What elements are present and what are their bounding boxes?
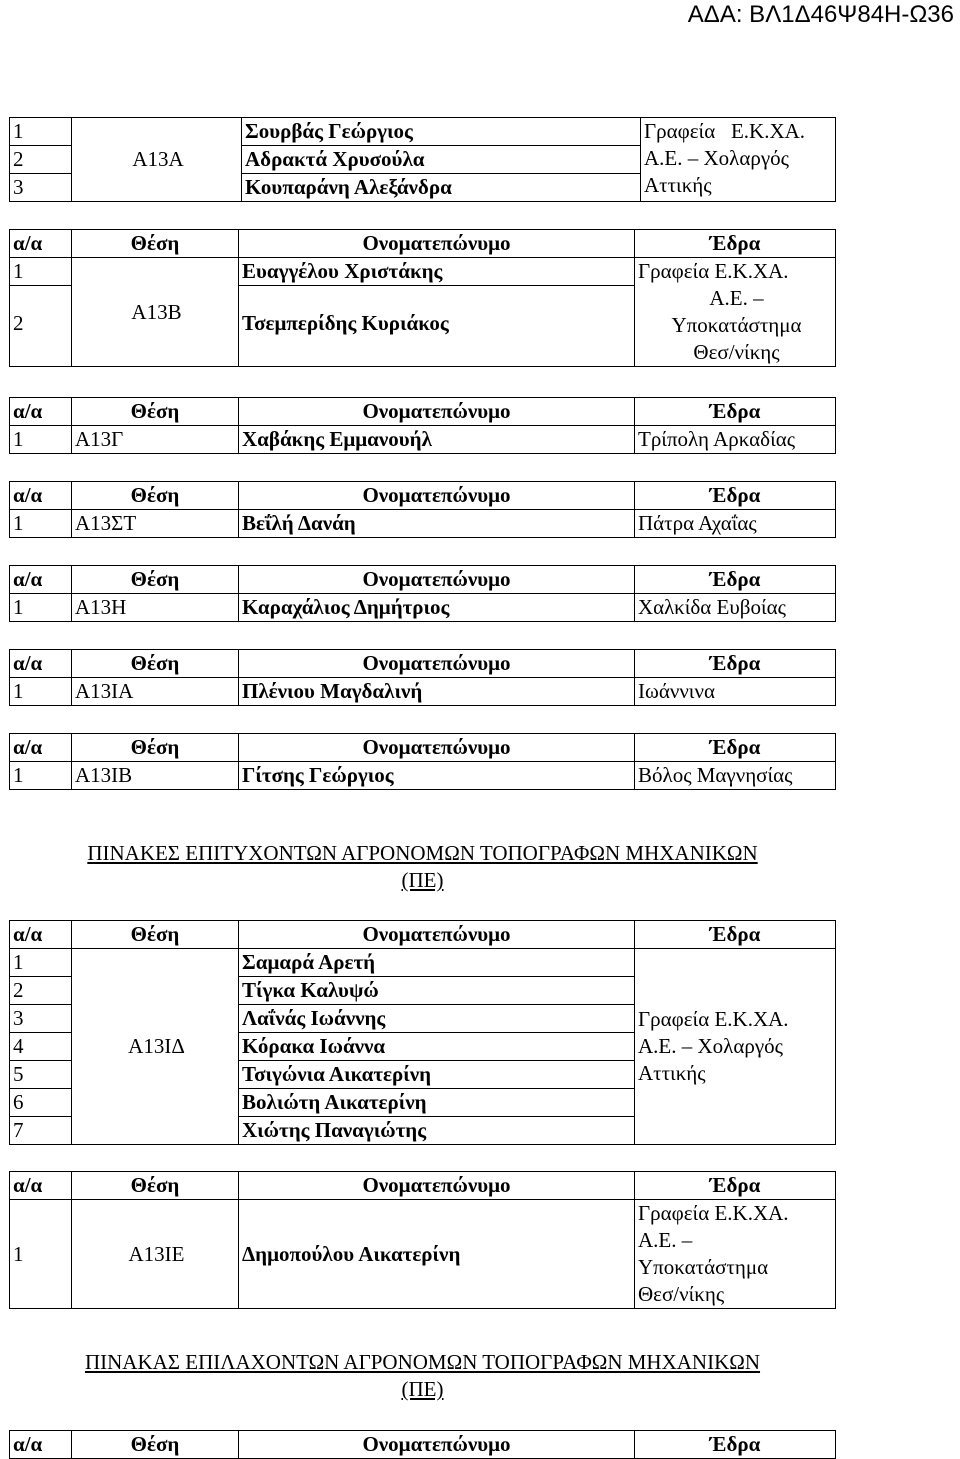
seat-cell — [635, 258, 836, 367]
table-a13h — [9, 565, 836, 622]
header-edra: Έδρα — [635, 1431, 836, 1459]
header-edra: Έδρα — [635, 566, 836, 594]
table-a13b — [9, 229, 836, 367]
position-code: Α13ΙΕ — [72, 1200, 239, 1309]
seat-line: Α.Ε. – Χολαργός — [644, 146, 789, 170]
candidate-name: Βολιώτη Αικατερίνη — [239, 1089, 635, 1117]
row-number: 1 — [10, 258, 72, 286]
candidate-name: Λαΐνάς Ιωάννης — [239, 1005, 635, 1033]
candidate-name: Τσεμπερίδης Κυριάκος — [239, 286, 635, 367]
header-onoma: Ονοματεπώνυμο — [239, 482, 635, 510]
position-code: Α13Β — [72, 258, 239, 367]
row-number: 1 — [10, 594, 72, 622]
candidate-name: Κόρακα Ιωάννα — [239, 1033, 635, 1061]
row-number: 1 — [10, 118, 72, 146]
table-a13g — [9, 397, 836, 454]
position-code: Α13ΙΔ — [72, 949, 239, 1145]
candidate-name: Πλένιου Μαγδαλινή — [239, 678, 635, 706]
candidate-name: Γίτσης Γεώργιος — [239, 762, 635, 790]
header-thesi: Θέση — [72, 1431, 239, 1459]
position-code: Α13Α — [72, 118, 242, 202]
header-thesi: Θέση — [72, 734, 239, 762]
row-number: 5 — [10, 1061, 72, 1089]
seat-cell — [635, 949, 836, 1145]
table-a13a — [9, 117, 836, 202]
row-number: 1 — [10, 949, 72, 977]
seat-line: Θεσ/νίκης — [693, 340, 780, 364]
candidate-name: Χαβάκης Εμμανουήλ — [239, 426, 635, 454]
row-number: 1 — [10, 510, 72, 538]
section-title-runners-up — [9, 1349, 836, 1403]
section-title-line: (ΠΕ) — [401, 1377, 444, 1401]
header-onoma: Ονοματεπώνυμο — [239, 230, 635, 258]
header-thesi: Θέση — [72, 650, 239, 678]
candidate-name: Κουπαράνη Αλεξάνδρα — [242, 174, 641, 202]
table-runners-up — [9, 1430, 836, 1459]
header-onoma: Ονοματεπώνυμο — [239, 1431, 635, 1459]
header-aa: α/α — [10, 734, 72, 762]
header-edra: Έδρα — [635, 230, 836, 258]
position-code: Α13ΣΤ — [72, 510, 239, 538]
header-edra: Έδρα — [635, 482, 836, 510]
seat: Πάτρα Αχαΐας — [635, 510, 836, 538]
row-number: 4 — [10, 1033, 72, 1061]
header-aa: α/α — [10, 1172, 72, 1200]
seat-line: Α.Ε. – — [709, 286, 764, 310]
section-title-successful — [9, 840, 836, 894]
header-aa: α/α — [10, 230, 72, 258]
row-number: 1 — [10, 426, 72, 454]
candidate-name: Σαμαρά Αρετή — [239, 949, 635, 977]
seat-line: Α.Ε. – — [638, 1228, 693, 1252]
table-a13ia — [9, 649, 836, 706]
section-title-line: ΠΙΝΑΚΑΣ ΕΠΙΛΑΧΟΝΤΩΝ ΑΓΡΟΝΟΜΩΝ ΤΟΠΟΓΡΑΦΩΝ ΜΗΧΑΝΙΚΩΝ — [84, 1350, 761, 1374]
table-a13id — [9, 920, 836, 1145]
table-a13ie — [9, 1171, 836, 1309]
row-number: 7 — [10, 1117, 72, 1145]
seat-line: Γραφεία Ε.Κ.ΧΑ. — [638, 259, 789, 283]
candidate-name: Αδρακτά Χρυσούλα — [242, 146, 641, 174]
seat-line: Υποκατάστημα — [638, 1255, 769, 1279]
header-aa: α/α — [10, 482, 72, 510]
header-edra: Έδρα — [635, 734, 836, 762]
section-title-line: (ΠΕ) — [401, 868, 444, 892]
seat-line: Γραφεία Ε.Κ.ΧΑ. — [644, 119, 806, 143]
header-edra: Έδρα — [635, 650, 836, 678]
position-code: Α13ΙΒ — [72, 762, 239, 790]
header-onoma: Ονοματεπώνυμο — [239, 734, 635, 762]
seat-line: Α.Ε. – Χολαργός — [638, 1034, 783, 1058]
candidate-name: Τσιγώνια Αικατερίνη — [239, 1061, 635, 1089]
header-thesi: Θέση — [72, 230, 239, 258]
header-aa: α/α — [10, 1431, 72, 1459]
row-number: 1 — [10, 1200, 72, 1309]
seat: Ιωάννινα — [635, 678, 836, 706]
header-aa: α/α — [10, 566, 72, 594]
candidate-name: Τίγκα Καλυψώ — [239, 977, 635, 1005]
header-thesi: Θέση — [72, 921, 239, 949]
header-edra: Έδρα — [635, 1172, 836, 1200]
header-thesi: Θέση — [72, 1172, 239, 1200]
seat-cell — [641, 118, 836, 202]
header-thesi: Θέση — [72, 398, 239, 426]
seat-line: Αττικής — [644, 173, 712, 197]
header-thesi: Θέση — [72, 566, 239, 594]
position-code: Α13Η — [72, 594, 239, 622]
row-number: 3 — [10, 174, 72, 202]
ada-stamp: ΑΔΑ: ΒΛ1Δ46Ψ84Η-Ω36 — [687, 1, 954, 28]
position-code: Α13ΙΑ — [72, 678, 239, 706]
seat: Βόλος Μαγνησίας — [635, 762, 836, 790]
header-aa: α/α — [10, 921, 72, 949]
candidate-name: Χιώτης Παναγιώτης — [239, 1117, 635, 1145]
header-onoma: Ονοματεπώνυμο — [239, 398, 635, 426]
candidate-name: Σουρβάς Γεώργιος — [242, 118, 641, 146]
row-number: 6 — [10, 1089, 72, 1117]
row-number: 2 — [10, 977, 72, 1005]
row-number: 1 — [10, 762, 72, 790]
table-a13ib — [9, 733, 836, 790]
header-onoma: Ονοματεπώνυμο — [239, 921, 635, 949]
row-number: 2 — [10, 286, 72, 367]
seat-cell — [635, 1200, 836, 1309]
position-code: Α13Γ — [72, 426, 239, 454]
row-number: 2 — [10, 146, 72, 174]
candidate-name: Καραχάλιος Δημήτριος — [239, 594, 635, 622]
seat: Τρίπολη Αρκαδίας — [635, 426, 836, 454]
candidate-name: Ευαγγέλου Χριστάκης — [239, 258, 635, 286]
header-aa: α/α — [10, 650, 72, 678]
candidate-name: Δημοπούλου Αικατερίνη — [239, 1200, 635, 1309]
header-edra: Έδρα — [635, 398, 836, 426]
header-onoma: Ονοματεπώνυμο — [239, 1172, 635, 1200]
header-onoma: Ονοματεπώνυμο — [239, 566, 635, 594]
seat-line: Υποκατάστημα — [671, 313, 802, 337]
header-edra: Έδρα — [635, 921, 836, 949]
seat: Χαλκίδα Ευβοίας — [635, 594, 836, 622]
candidate-name: Βεΐλή Δανάη — [239, 510, 635, 538]
row-number: 3 — [10, 1005, 72, 1033]
header-aa: α/α — [10, 398, 72, 426]
seat-line: Θεσ/νίκης — [638, 1282, 725, 1306]
seat-line: Αττικής — [638, 1061, 706, 1085]
header-thesi: Θέση — [72, 482, 239, 510]
seat-line: Γραφεία Ε.Κ.ΧΑ. — [638, 1007, 789, 1031]
section-title-line: ΠΙΝΑΚΕΣ ΕΠΙΤΥΧΟΝΤΩΝ ΑΓΡΟΝΟΜΩΝ ΤΟΠΟΓΡΑΦΩΝ ΜΗΧΑΝΙΚΩΝ — [87, 841, 758, 865]
row-number: 1 — [10, 678, 72, 706]
table-a13st — [9, 481, 836, 538]
seat-line: Γραφεία Ε.Κ.ΧΑ. — [638, 1201, 789, 1225]
header-onoma: Ονοματεπώνυμο — [239, 650, 635, 678]
